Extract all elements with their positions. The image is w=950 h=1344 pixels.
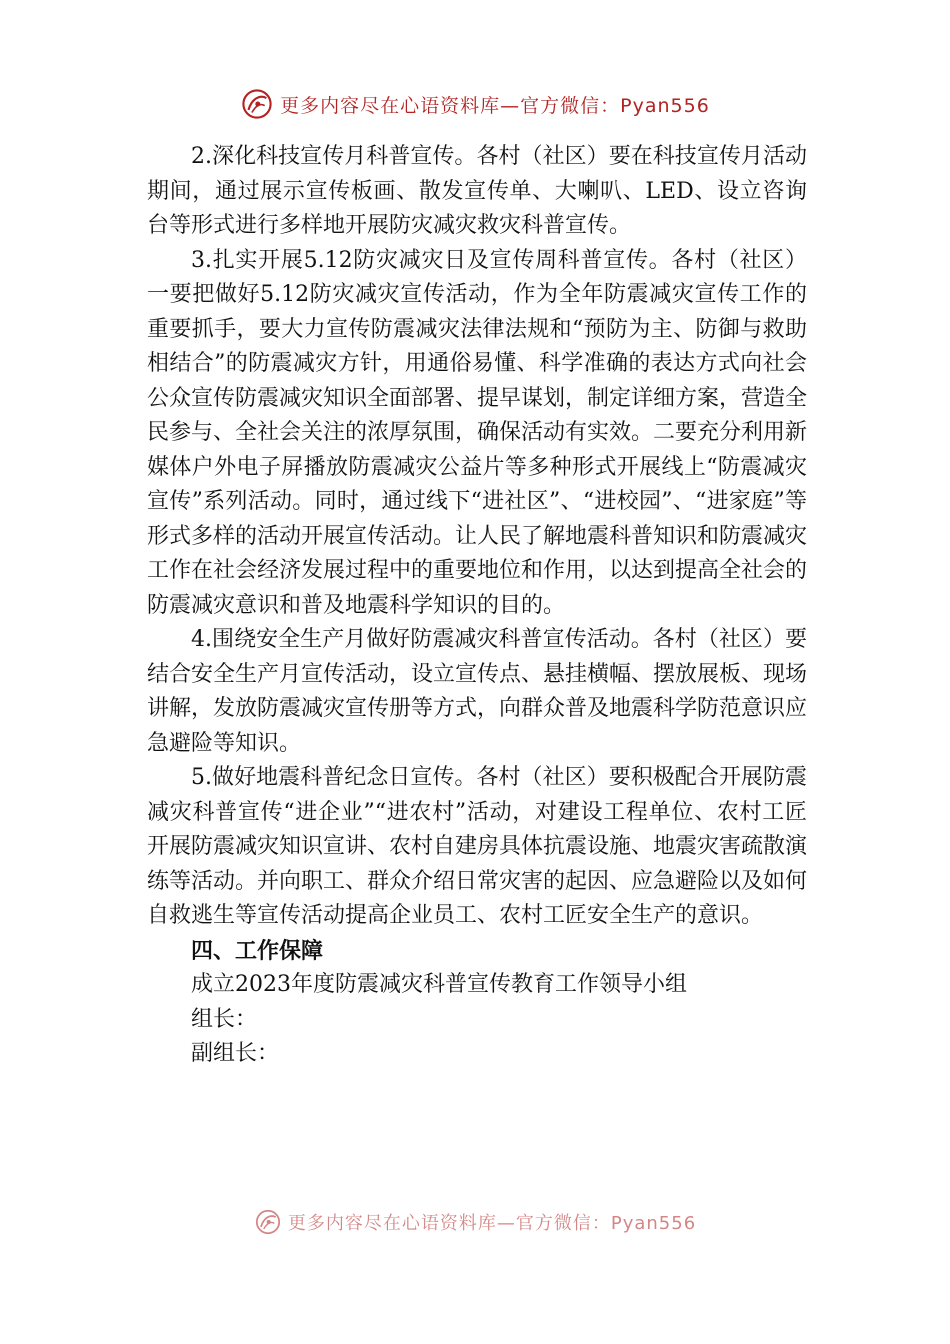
paragraph-item-3: 3.扎实开展5.12防灾减灾日及宣传周科普宣传。各村（社区）一要把做好5.12防灾减灾宣传活动，作为全年防震减灾宣传工作的重要抓手，要大力宣传防震减灾法律法规和“预防为主、防御与救助相结合”的防震减灾方针，用通俗易懂、科学准确的表达方式向社会公众宣传防震减灾知识全面部署、提早谋划，制定详细方案，营造全民参与、全社会关注的浓厚氛围，确保活动有实效。二要充分利用新媒体户外电子屏播放防震减灾公益片等多种形式开展线上“防震减灾宣传”系列活动。同时，通过线下“进社区”、“进校园”、“进家庭”等形式多样的活动开展宣传活动。让人民了解地震科普知识和防震减灾工作在社会经济发展过程中的重要地位和作用，以达到提高全社会的防震减灾意识和普及地震科学知识的目的。 xyxy=(147,247,808,618)
group-leader-line: 组长： xyxy=(191,1006,258,1032)
footer-watermark xyxy=(0,1206,950,1238)
seal-logo-icon xyxy=(254,1208,282,1236)
paragraph-item-2: 2.深化科技宣传月科普宣传。各村（社区）要在科技宣传月活动期间，通过展示宣传板画、散发宣传单、大喇叭、LED、设立咨询台等形式进行多样地开展防灾减灾救灾科普宣传。 xyxy=(147,144,807,238)
document-body xyxy=(147,140,807,1072)
watermark-text: 更多内容尽在心语资料库—官方微信：Pyan556 xyxy=(280,94,710,117)
deputy-leader-line: 副组长： xyxy=(191,1041,280,1066)
section-heading: 四、工作保障 xyxy=(191,937,324,964)
header-watermark xyxy=(0,84,950,124)
paragraph-item-5: 5.做好地震科普纪念日宣传。各村（社区）要积极配合开展防震减灾科普宣传“进企业”“进农村”活动，对建设工程单位、农村工匠开展防震减灾知识宣讲、农村自建房具体抗震设施、地震灾害疏散演练等活动。并向职工、群众介绍日常灾害的起因、应急避险以及如何自救逃生等宣传活动提高企业员工、农村工匠安全生产的意识。 xyxy=(147,765,808,928)
paragraph-item-4: 4.围绕安全生产月做好防震减灾科普宣传活动。各村（社区）要结合安全生产月宣传活动，设立宣传点、悬挂横幅、摆放展板、现场讲解，发放防震减灾宣传册等方式，向群众普及地震科学防范意识应急避险等知识。 xyxy=(147,627,808,756)
seal-logo-icon xyxy=(240,87,274,121)
watermark-text: 更多内容尽在心语资料库—官方微信：Pyan556 xyxy=(287,1213,697,1234)
leading-group-line: 成立2023年度防震减灾科普宣传教育工作领导小组 xyxy=(191,972,687,997)
